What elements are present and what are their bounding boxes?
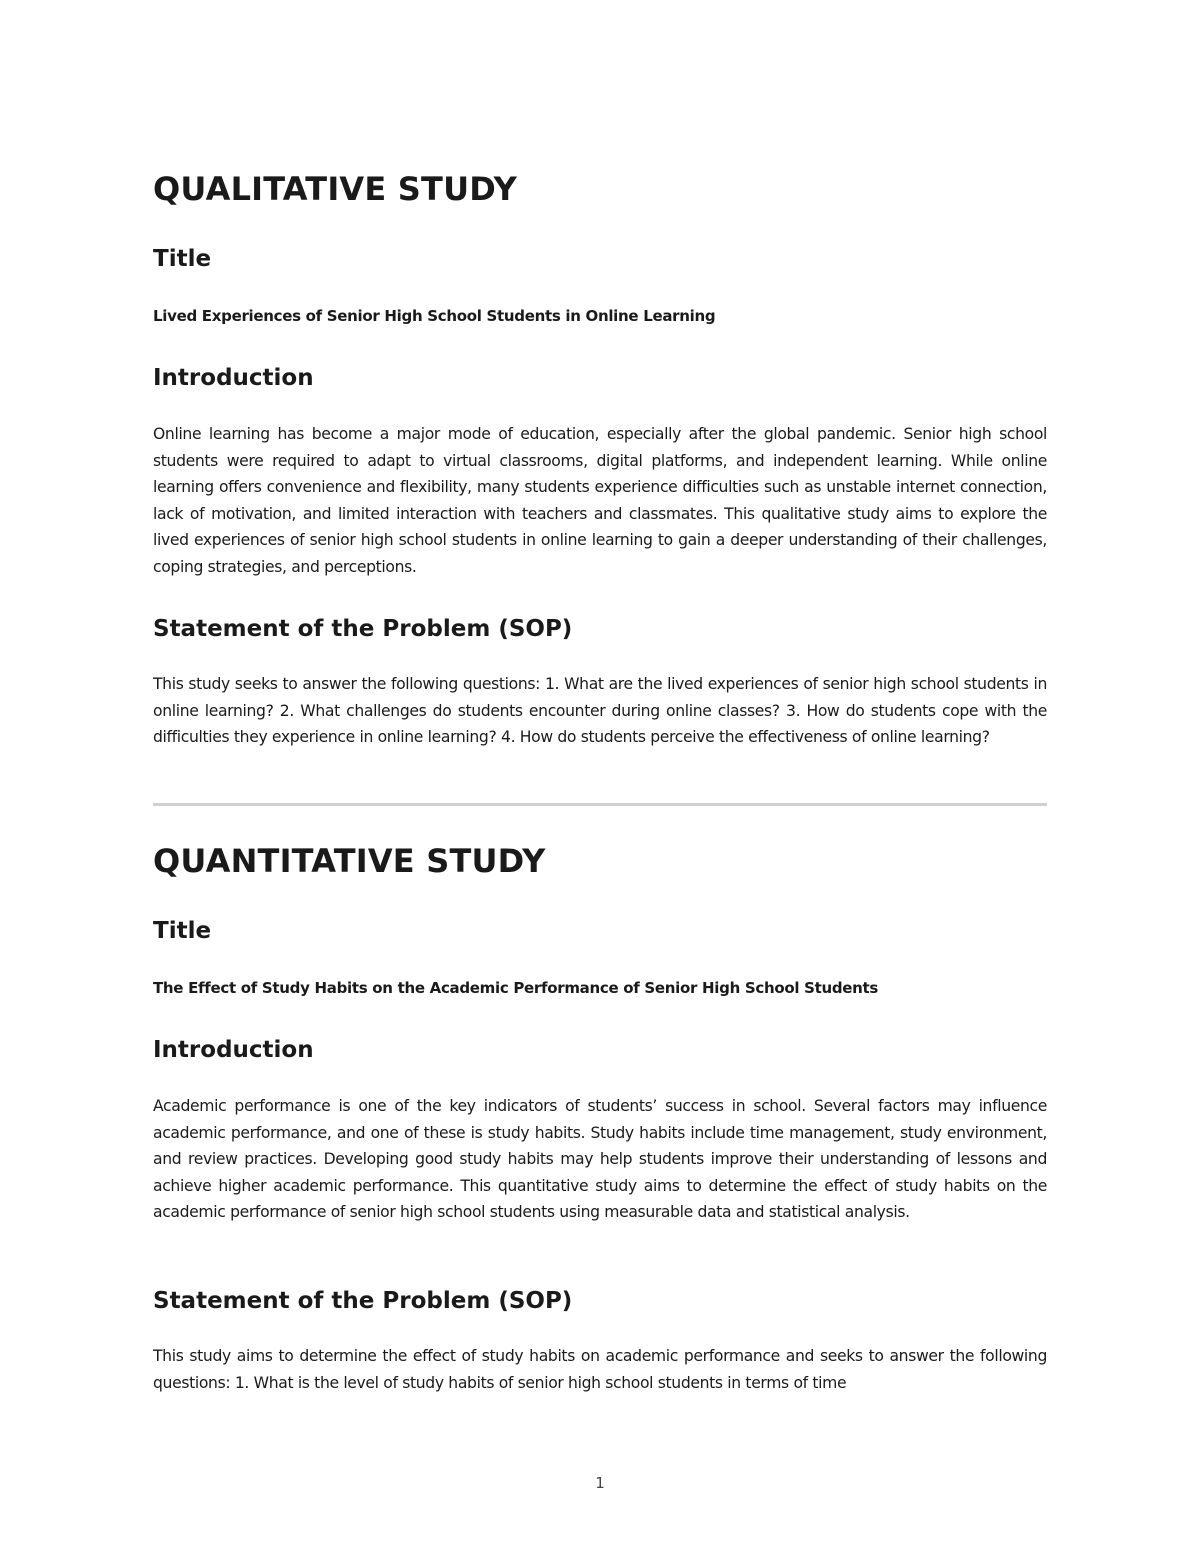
qualitative-study-heading: QUALITATIVE STUDY [153,170,518,208]
quantitative-introduction-paragraph: Academic performance is one of the key indicators of students’ success in school. Several factors may influence academic performance, and one of these is study habits. Study habits include time management, study environment, and review practices. Developing good study habits may help students improve their understanding of lessons and achieve higher academic performance. This quantitative study aims to determine the effect of study habits on the academic performance of senior high school students using measurable data and statistical analysis. [153,1097,1047,1221]
qualitative-sop-paragraph: This study seeks to answer the following questions: 1. What are the lived experiences of senior high school students in online learning? 2. What challenges do students encounter during online classes? 3. How do students cope with the difficulties they experience in online learning? 4. How do students perceive the effectiveness of online learning? [153,675,1047,746]
qualitative-title-heading: Title [153,246,212,272]
qualitative-sop-heading: Statement of the Problem (SOP) [153,616,573,642]
quantitative-title-heading: Title [153,918,212,944]
page-number: 1 [595,1474,605,1492]
quantitative-introduction-heading: Introduction [153,1037,314,1063]
qualitative-title-text: Lived Experiences of Senior High School Students in Online Learning [153,307,716,325]
quantitative-sop-paragraph: This study aims to determine the effect of study habits on academic performance and seeks to answer the following questions: 1. What is the level of study habits of senior high school students in terms of time [153,1347,1047,1392]
section-divider [153,803,1047,806]
quantitative-sop-heading: Statement of the Problem (SOP) [153,1288,573,1314]
quantitative-title-text: The Effect of Study Habits on the Academic Performance of Senior High School Students [153,979,879,997]
quantitative-study-heading: QUANTITATIVE STUDY [153,842,546,880]
qualitative-introduction-paragraph: Online learning has become a major mode of education, especially after the global pandemic. Senior high school students were required to adapt to virtual classrooms, digital platforms, and independent learning. While online learning offers convenience and flexibility, many students experience difficulties such as unstable internet connection, lack of motivation, and limited interaction with teachers and classmates. This qualitative study aims to explore the lived experiences of senior high school students in online learning to gain a deeper understanding of their challenges, coping strategies, and perceptions. [153,425,1047,576]
qualitative-introduction-heading: Introduction [153,365,314,391]
